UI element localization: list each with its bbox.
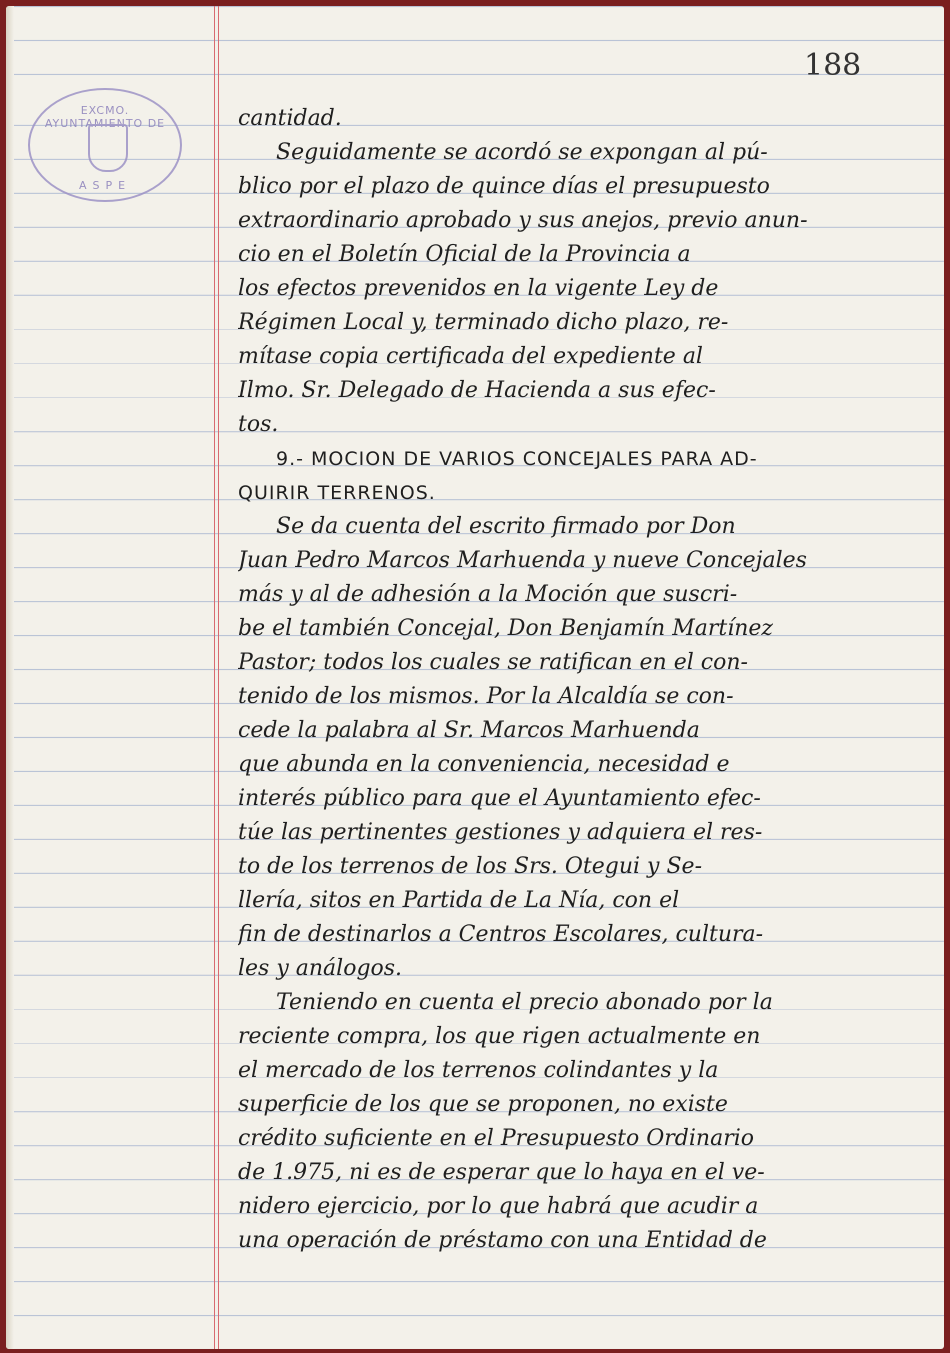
text-line: más y al de adhesión a la Moción que suscri-: [238, 582, 738, 607]
text-line: Se da cuenta del escrito firmado por Don: [276, 514, 736, 539]
text-line: be el también Concejal, Don Benjamín Martínez: [238, 616, 774, 641]
page-binding: [6, 6, 14, 1349]
text-line: les y análogos.: [238, 956, 403, 981]
margin-rule-left: [214, 6, 215, 1349]
text-line: cantidad.: [238, 106, 342, 131]
text-line: Pastor; todos los cuales se ratifican en el con-: [238, 650, 748, 675]
text-line: crédito suficiente en el Presupuesto Ordinario: [238, 1126, 755, 1151]
page-number: 188: [804, 48, 862, 83]
text-line: cio en el Boletín Oficial de la Provincia a: [238, 242, 691, 267]
text-line: Régimen Local y, terminado dicho plazo, re-: [238, 310, 729, 335]
text-line: tos.: [238, 412, 279, 437]
text-line: reciente compra, los que rigen actualmente en: [238, 1024, 761, 1049]
text-line: to de los terrenos de los Srs. Otegui y Se-: [238, 854, 702, 879]
text-line: blico por el plazo de quince días el presupuesto: [238, 174, 770, 199]
text-line: túe las pertinentes gestiones y adquiera el res-: [238, 820, 763, 845]
text-line: Seguidamente se acordó se expongan al pú-: [276, 140, 768, 165]
text-line: Ilmo. Sr. Delegado de Hacienda a sus efec-: [238, 378, 716, 403]
text-line: que abunda en la conveniencia, necesidad e: [238, 752, 730, 777]
coat-of-arms-icon: [88, 124, 128, 172]
stamp-text: EXCMO. AYUNTAMIENTO DE: [44, 104, 166, 130]
text-line: tenido de los mismos. Por la Alcaldía se con-: [238, 684, 734, 709]
text-line: fin de destinarlos a Centros Escolares, cultura-: [238, 922, 764, 947]
text-line: los efectos prevenidos en la vigente Ley de: [238, 276, 719, 301]
ledger-page: [6, 6, 944, 1349]
text-line: superficie de los que se proponen, no existe: [238, 1092, 728, 1117]
text-line: nidero ejercicio, por lo que habrá que acudir a: [238, 1194, 759, 1219]
text-line: extraordinario aprobado y sus anejos, previo anun-: [238, 208, 808, 233]
section-heading-line: QUIRIR TERRENOS.: [238, 482, 436, 504]
text-line: una operación de préstamo con una Entidad de: [238, 1228, 767, 1253]
municipal-stamp: [28, 88, 182, 202]
handwritten-minutes: [238, 102, 918, 1258]
text-line: de 1.975, ni es de esperar que lo haya en el ve-: [238, 1160, 765, 1185]
margin-rule-right: [218, 6, 219, 1349]
text-line: mítase copia certificada del expediente al: [238, 344, 703, 369]
text-line: interés público para que el Ayuntamiento efec-: [238, 786, 761, 811]
text-line: llería, sitos en Partida de La Nía, con el: [238, 888, 680, 913]
stamp-bottom-text: ASPE: [78, 179, 132, 192]
section-heading-line: 9.- MOCION DE VARIOS CONCEJALES PARA AD-: [276, 448, 758, 470]
text-line: Juan Pedro Marcos Marhuenda y nueve Concejales: [238, 548, 807, 573]
text-line: Teniendo en cuenta el precio abonado por la: [276, 990, 773, 1015]
text-line: cede la palabra al Sr. Marcos Marhuenda: [238, 718, 700, 743]
text-line: el mercado de los terrenos colindantes y la: [238, 1058, 719, 1083]
